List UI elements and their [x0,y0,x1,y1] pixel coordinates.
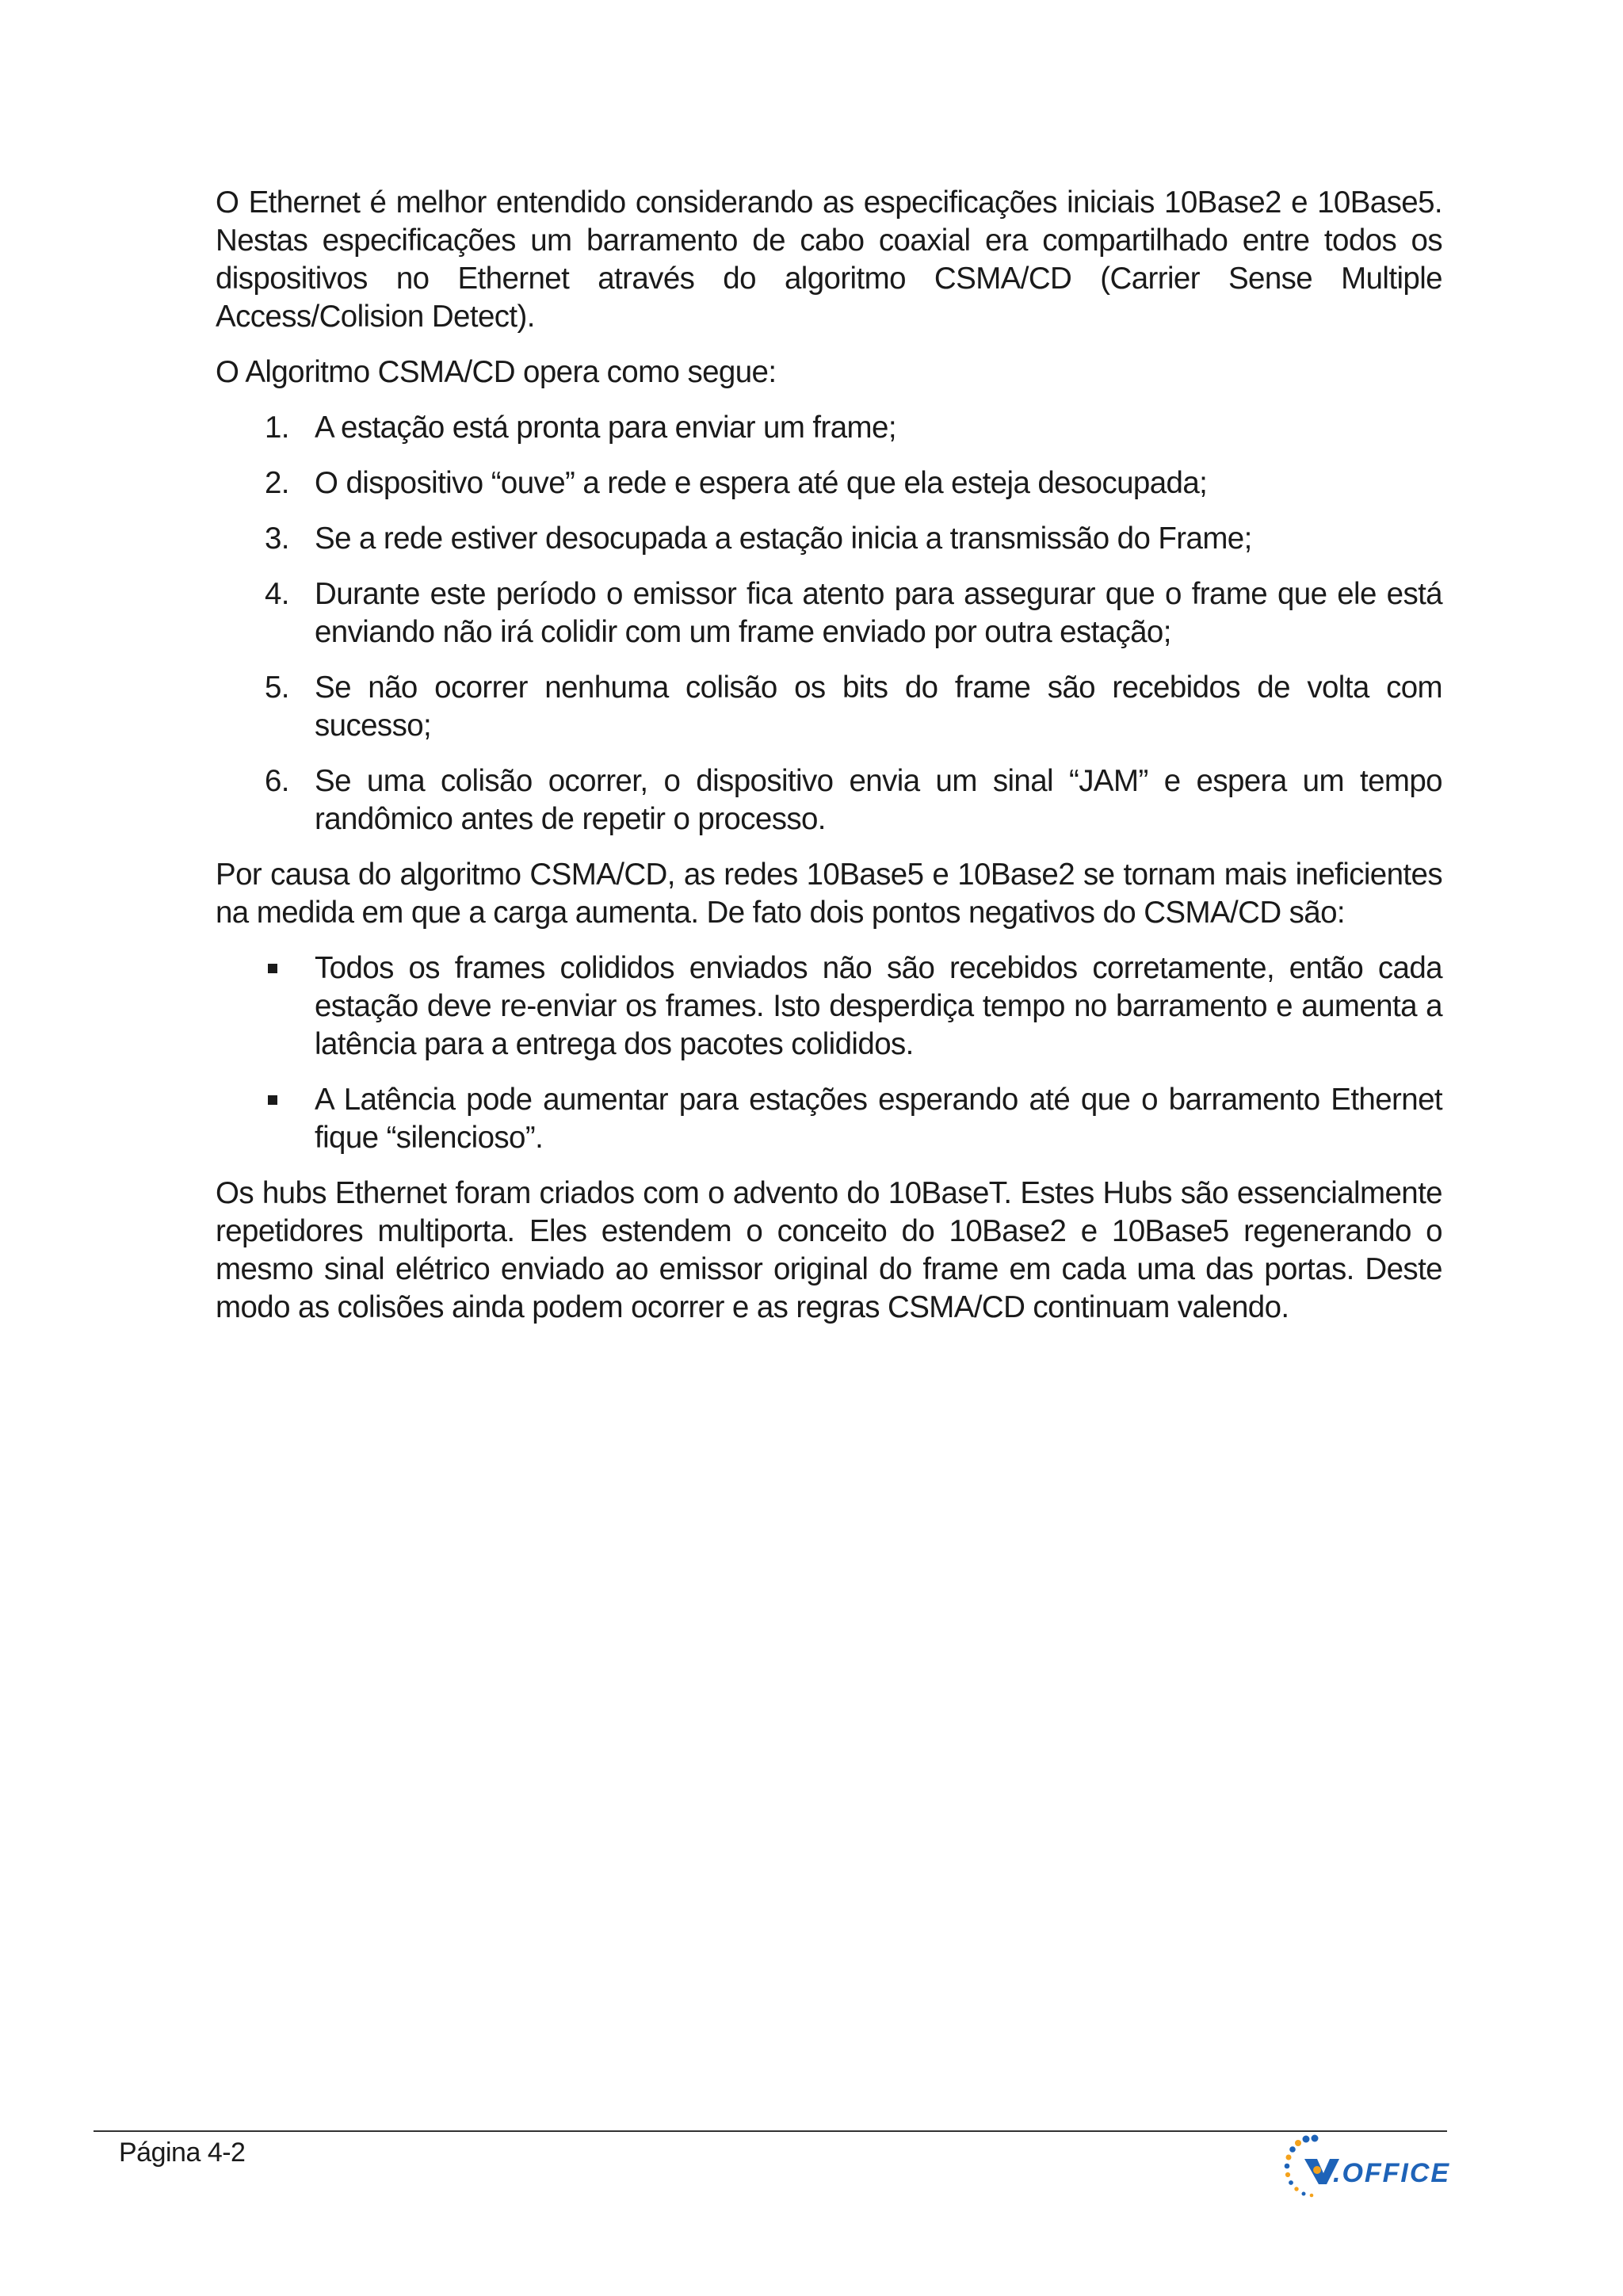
step-number: 6. [265,764,289,798]
list-item [216,520,1442,558]
negatives-list [216,949,1442,1157]
negative-text: A Latência pode aumentar para estações esperando até que o barramento Ethernet fique “silencioso”. [315,1083,1442,1155]
hubs-paragraph: Os hubs Ethernet foram criados com o advento do 10BaseT. Estes Hubs são essencialmente repetidores multiporta. Eles estendem o conceito do 10Base2 e 10Base5 regenerando o mesmo sinal elétrico enviado ao emissor original do frame em cada uma das portas. Deste modo as colisões ainda podem ocorrer e as regras CSMA/CD continuam valendo. [216,1176,1442,1324]
page-number: Página 4-2 [119,2137,246,2168]
step-text: Se uma colisão ocorrer, o dispositivo envia um sinal “JAM” e espera um tempo randômico antes de repetir o processo. [315,764,1442,836]
v-office-logo [1282,2132,1453,2205]
footer-divider [94,2130,1447,2132]
step-number: 4. [265,577,289,611]
list-item [216,669,1442,745]
logo-wordmark: .OFFICE [1333,2158,1451,2188]
step-number: 2. [265,466,289,500]
list-item [216,762,1442,839]
list-item [216,575,1442,651]
negative-text: Todos os frames colididos enviados não são recebidos corretamente, então cada estação deve re-enviar os frames. Isto desperdiça tempo no barramento e aumenta a latência para a entrega dos pacotes colididos. [315,951,1442,1061]
list-item [216,949,1442,1064]
algorithm-intro-paragraph: O Algoritmo CSMA/CD opera como segue: [216,355,777,389]
square-bullet-icon [268,1095,277,1105]
step-text: Se não ocorrer nenhuma colisão os bits do frame são recebidos de volta com sucesso; [315,670,1442,743]
step-number: 5. [265,670,289,705]
algorithm-steps-list [216,409,1442,839]
square-bullet-icon [268,964,277,973]
document-body [216,184,1442,1344]
step-text: O dispositivo “ouve” a rede e espera até que ela esteja desocupada; [315,466,1208,500]
list-item [216,1081,1442,1157]
list-item [216,464,1442,502]
step-text: Durante este período o emissor fica atento para assegurar que o frame que ele está enviando não irá colidir com um frame enviado por outra estação; [315,577,1442,649]
step-number: 3. [265,521,289,556]
step-text: A estação está pronta para enviar um frame; [315,411,896,445]
list-item [216,409,1442,447]
consequence-paragraph: Por causa do algoritmo CSMA/CD, as redes 10Base5 e 10Base2 se tornam mais ineficientes na medida em que a carga aumenta. De fato dois pontos negativos do CSMA/CD são: [216,858,1442,930]
step-number: 1. [265,411,289,445]
step-text: Se a rede estiver desocupada a estação inicia a transmissão do Frame; [315,521,1252,556]
intro-paragraph: O Ethernet é melhor entendido considerando as especificações iniciais 10Base2 e 10Base5. Nestas especificações um barramento de cabo coaxial era compartilhado entre todos os dispositivos no Ethernet através do algoritmo CSMA/CD (Carrier Sense Multiple Access/Colision Detect). [216,185,1442,334]
